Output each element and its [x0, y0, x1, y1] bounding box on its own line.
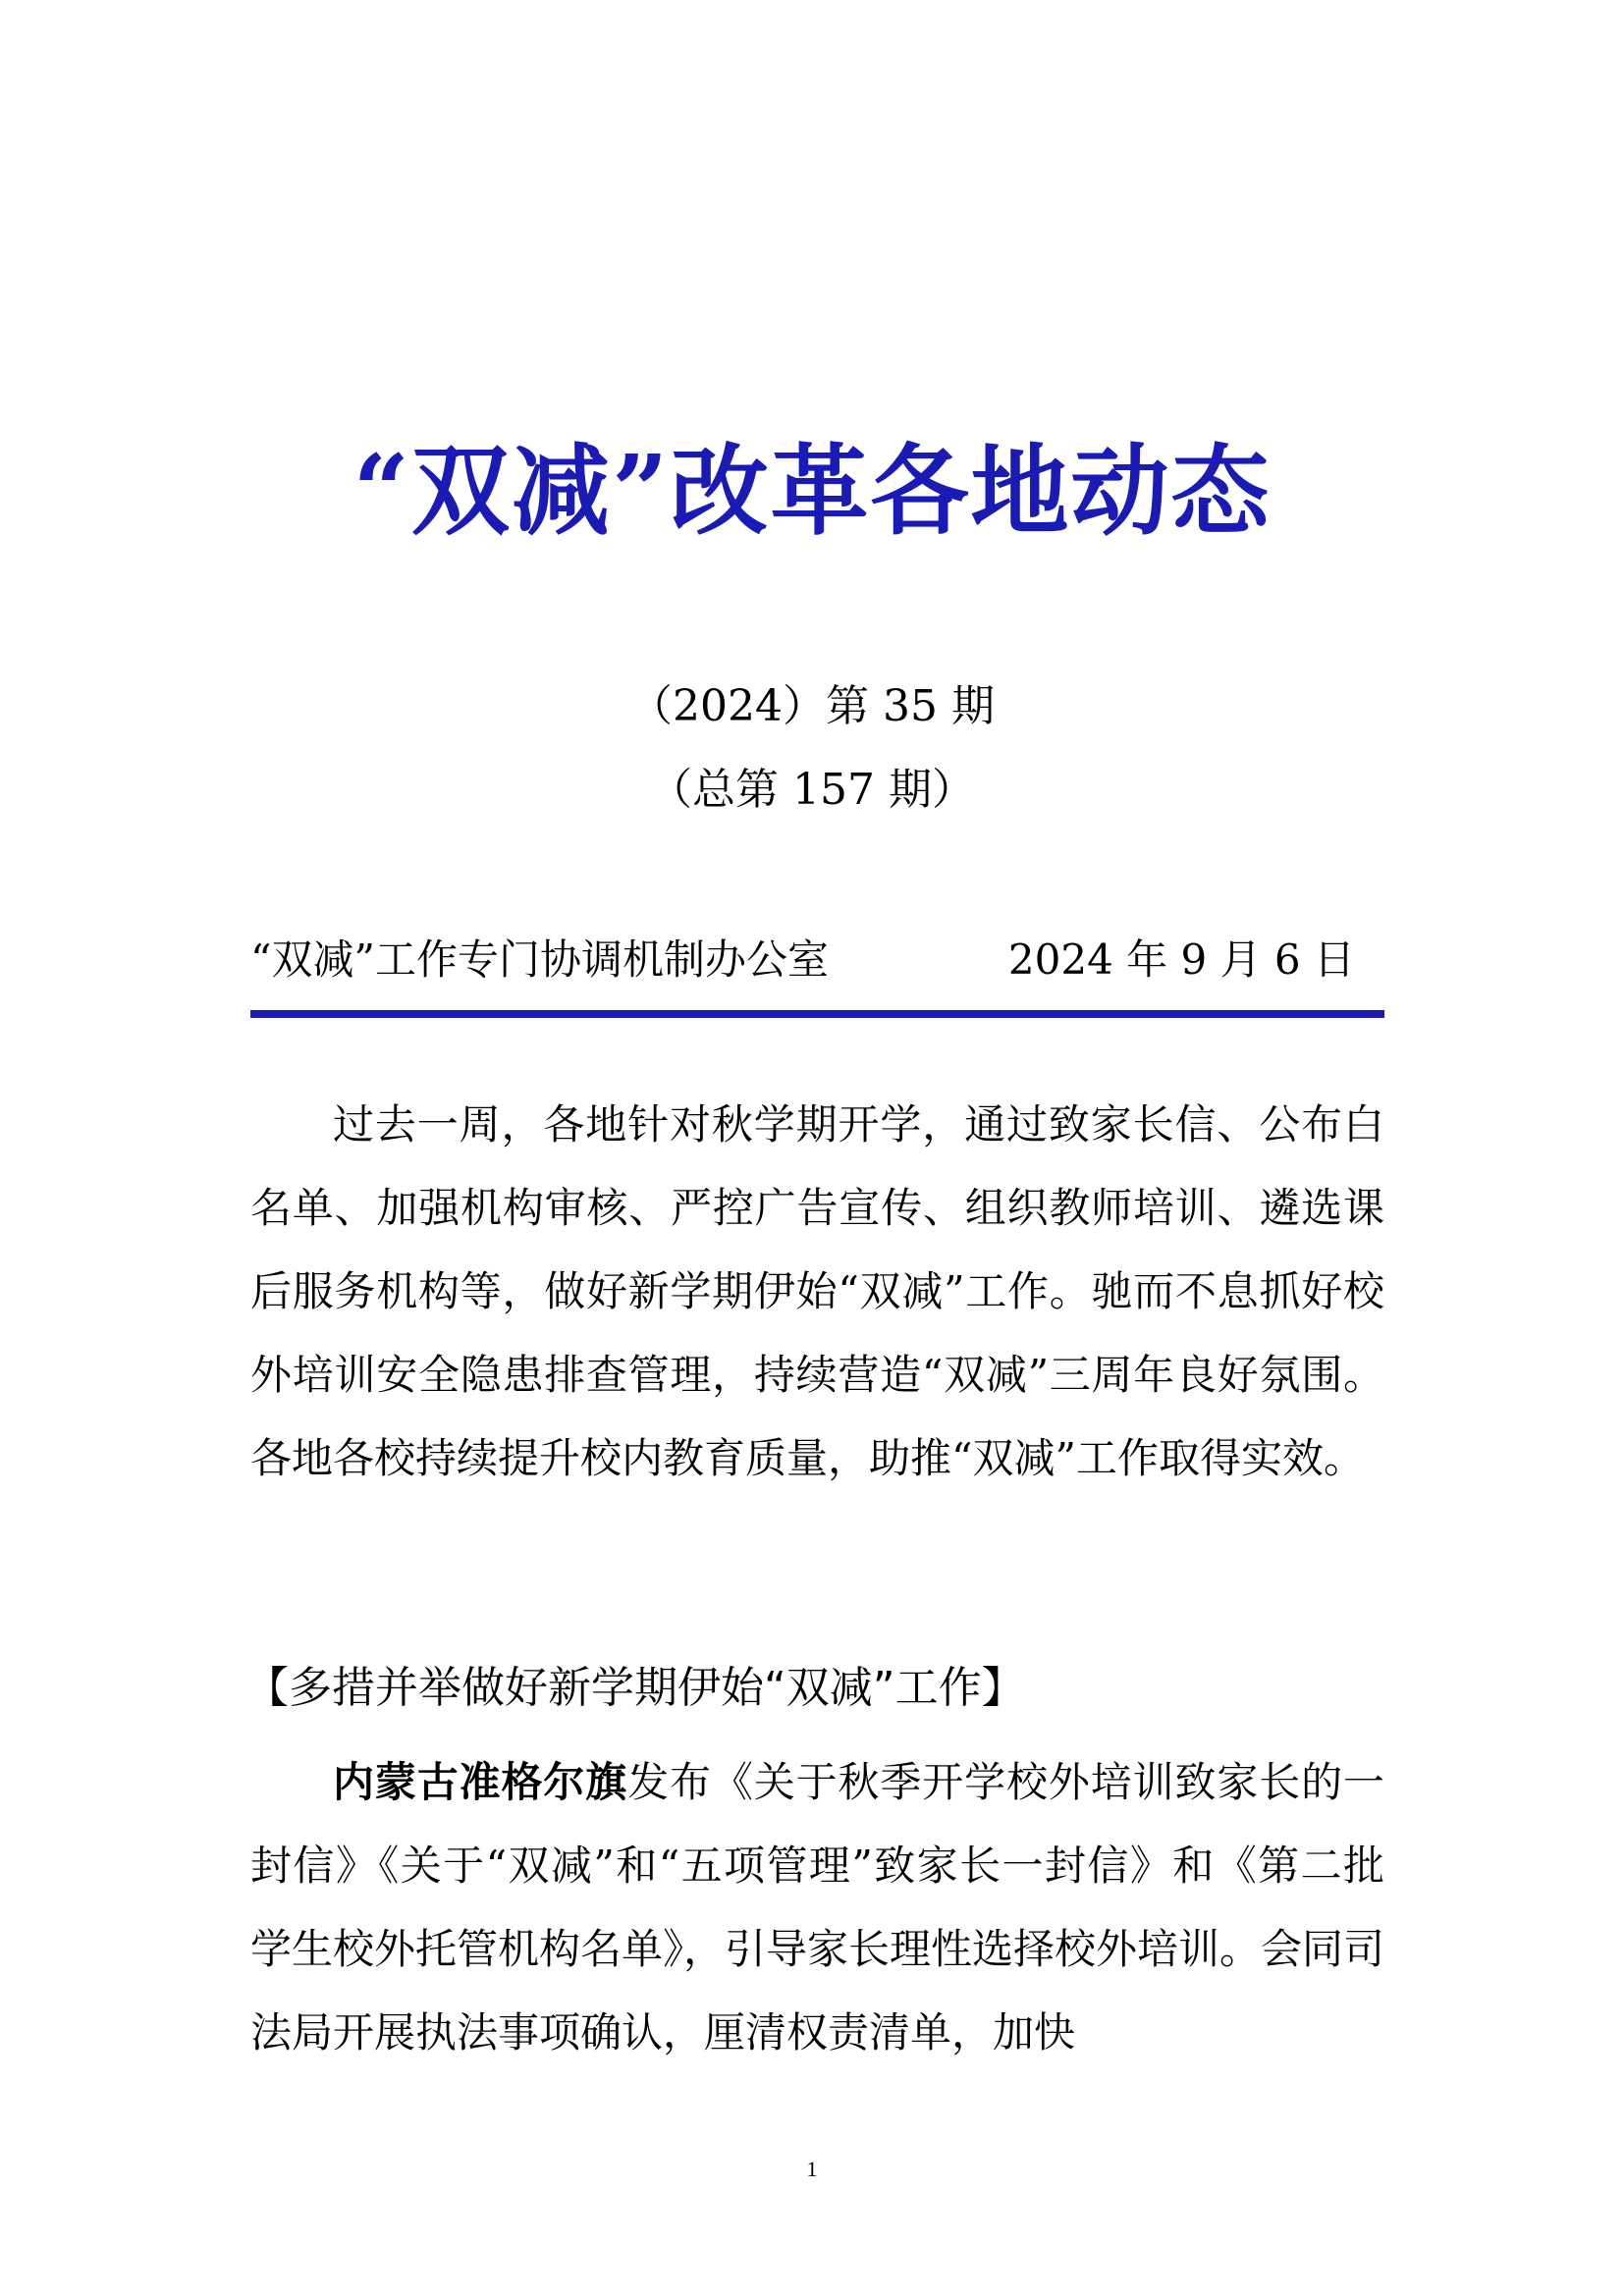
section-heading: 【多措并举做好新学期伊始“双减”工作】: [245, 1663, 1025, 1713]
issuing-office: “双减”工作专门协调机制办公室: [250, 935, 829, 984]
body-paragraph-text: 发布《关于秋季开学校外培训致家长的一封信》《关于“双减”和“五项管理”致家长一封信》和《第二批学生校外托管机构名单》，引导家长理性选择校外培训。会同司法局开展执法事项确认，厘清权责清单，加快: [250, 1758, 1385, 2056]
intro-paragraph: 过去一周，各地针对秋学期开学，通过致家长信、公布白名单、加强机构审核、严控广告宣传、组织教师培训、遴选课后服务机构等，做好新学期伊始“双减”工作。驰而不息抓好校外培训安全隐患排查管理，持续营造“双减”三周年良好氛围。各地各校持续提升校内教育质量，助推“双减”工作取得实效。: [250, 1100, 1384, 1482]
document-title: “双减”改革各地动态: [352, 433, 1272, 549]
masthead: [250, 931, 1384, 989]
header-divider: [250, 1010, 1384, 1018]
publish-date: 2024 年 9 月 6 日: [1007, 935, 1355, 984]
cumulative-issue-number: （总第 157 期）: [649, 765, 975, 815]
page-number: 1: [806, 2157, 818, 2181]
body-paragraph-lead: 内蒙古准格尔旗: [333, 1758, 628, 1806]
issue-number: （2024）第 35 期: [629, 681, 995, 731]
body-paragraph: [250, 1740, 1384, 2074]
